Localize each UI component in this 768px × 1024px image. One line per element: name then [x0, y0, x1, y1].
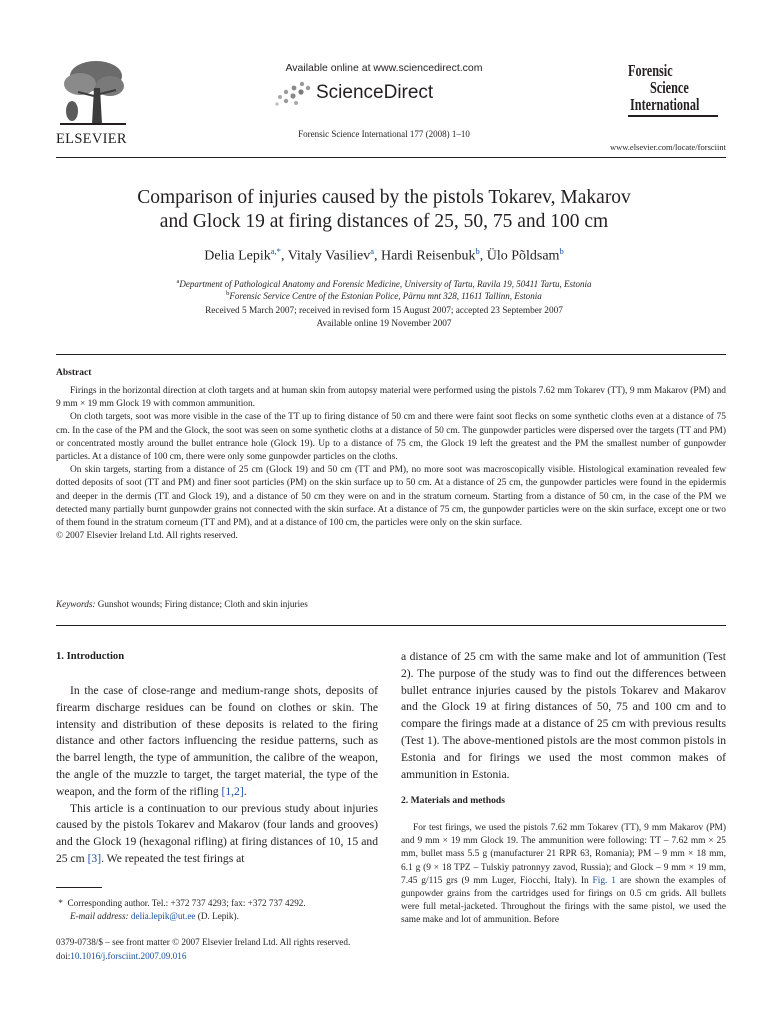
- abstract-copyright: © 2007 Elsevier Ireland Ltd. All rights reserved.: [56, 531, 238, 542]
- doi-line: doi:10.1016/j.forsciint.2007.09.016: [56, 951, 187, 961]
- issn-line: 0379-0738/$ – see front matter © 2007 Elsevier Ireland Ltd. All rights reserved.: [56, 937, 351, 947]
- intro-paragraph: This article is a continuation to our previous study about injuries caused by the pistols Tokarev and Makarov (four lands and grooves) and the Glock 19 (hexagonal rifling) at firing distances of 10, 15 and 25 cm [3]. We repeated the test firings at: [56, 801, 378, 865]
- journal-url[interactable]: www.elsevier.com/locate/forsciint: [609, 142, 726, 152]
- article-history-online: Available online 19 November 2007: [316, 319, 452, 329]
- author-name: Hardi Reisenbuk: [380, 248, 476, 264]
- citation-link[interactable]: [3]: [87, 851, 102, 865]
- journal-logo-line-1: Forensic: [628, 61, 673, 80]
- section-heading-methods: 2. Materials and methods: [401, 795, 505, 806]
- author-name: Vitaly Vasiliev: [287, 248, 371, 264]
- author-affiliation-marker[interactable]: b: [475, 246, 480, 256]
- author-affiliation-marker[interactable]: a: [370, 246, 374, 256]
- publisher-name: ELSEVIER: [56, 131, 127, 147]
- journal-logo-line-2: Science: [650, 78, 689, 97]
- footnote-corresponding: * Corresponding author. Tel.: +372 737 4293; fax: +372 737 4292.: [58, 898, 306, 908]
- doi-link[interactable]: 10.1016/j.forsciint.2007.09.016: [70, 951, 187, 961]
- journal-citation: Forensic Science International 177 (2008) 1–10: [298, 129, 470, 139]
- methods-paragraph: For test firings, we used the pistols 7.62 mm Tokarev (TT), 9 mm Makarov (PM) and 9 mm × 19 mm Glock 19. The ammunition were following: TT – 7.62 mm × 25 mm, bullet mass 5.5 g (manufacturer 21 RPR 63, Romania); PM – 9 mm × 18 mm, 6.1 g (9 × 18 TPZ – Tulskiy patronnyy zavod, Russia); and Glock – 9 mm × 19 mm, 7.45 g/115 grs (9 mm Luger, Fiocchi, Italy). In Fig. 1 are shown the examples of gunpowder grains from the cartridges used for firings on 0.5 cm grids. All bullets were full metal-jacketed. Throughout the firings with the same pistol, we used the same make and lot of ammunition. Before: [401, 823, 726, 926]
- footnote-rule: [56, 887, 102, 888]
- sciencedirect-logo: [272, 80, 492, 110]
- author-separator: ,: [280, 248, 288, 264]
- abstract-body: [56, 385, 726, 543]
- email-link[interactable]: delia.lepik@ut.ee: [130, 911, 196, 921]
- author-list: [40, 246, 728, 265]
- affiliation-marker: b: [226, 290, 230, 297]
- sciencedirect-wordmark: ScienceDirect: [316, 82, 434, 103]
- article-history-received: Received 5 March 2007; received in revised form 15 August 2007; accepted 23 September 2007: [205, 306, 563, 316]
- journal-logo-rule: [628, 115, 718, 117]
- figure-link[interactable]: Fig. 1: [592, 875, 616, 886]
- intro-right-column: [401, 649, 726, 783]
- footnote: [56, 897, 386, 923]
- affiliation-b: [40, 288, 728, 302]
- sciencedirect-dots-icon: [272, 80, 312, 108]
- abstract-paragraph: On skin targets, starting from a distance of 25 cm (Glock 19) and 50 cm (TT and PM), no more soot was macroscopically visible. Histological examination revealed few dotted deposits of soot (TT and PM) and finer soot particles (PM) on the skin surface up to 50 cm. At a distance of 25 cm, the gunpowder particles were found in the epidermis and deeper in the dermis (TT and Glock 19), and a distance of 50 cm they were on and in the stratum corneum. Starting from a distance of 50 cm, in the case of the PM we detected many partially burnt gunpowder grains not connected with the skin surface. At a distance of 75 cm, the gunpowder particles were on the skin surface, except one or two of them found in the stratum corneum (TT and PM), and at a distance of 100 cm, the particles were only on the skin surface.: [56, 465, 726, 529]
- keywords: [56, 599, 726, 609]
- journal-logo-line-3: International: [630, 95, 700, 114]
- abstract-paragraph: On cloth targets, soot was more visible in the case of the TT up to firing distance of 50 cm and there were faint soot flecks on some synthetic cloths even at a distance of 75 cm. In the case of the PM and the Glock, the soot was seen on some synthetic cloths at a distance of 50 cm. The gunpowder particles were dispersed over the targets (TT and PM) or concentrated mostly around the bullet entrance hole (Glock 19). Up to a distance of 75 cm, the Glock 19 left the greatest and the PM the smallest number of gunpowder particles. At a distance of 100 cm, there were only some gunpowder particles on the cloths.: [56, 412, 726, 463]
- section-heading-introduction: 1. Introduction: [56, 651, 125, 662]
- intro-paragraph: In the case of close-range and medium-range shots, deposits of firearm discharge residues can be found on clothes or skin. The intensity and distribution of these deposits is related to the firing distance and other factors influencing the residue patterns, such as the barrel length, the type of ammunition, the calibre of the weapon, the angle of the muzzle to target, the target material, the type of the weapon, and the form of the rifling [1,2].: [56, 684, 378, 798]
- author-name: Delia Lepik: [204, 248, 271, 264]
- methods-column: [401, 822, 726, 928]
- journal-logo: [628, 62, 722, 134]
- affiliation-text: Forensic Service Centre of the Estonian Police, Pärnu mnt 328, 11611 Tallinn, Estonia: [229, 291, 542, 301]
- affiliation-marker: a: [176, 278, 180, 285]
- header-divider: [56, 157, 726, 158]
- footnote-email: E-mail address: delia.lepik@ut.ee (D. Lepik).: [70, 911, 239, 921]
- intro-paragraph-continued: a distance of 25 cm with the same make and lot of ammunition (Test 2). The purpose of the study was to find out the differences between bullet entrance injuries caused by the pistols Tokarev and Makarov and the Glock 19 at firing distances of 50, 75 and 100 cm and to compare the firings made at a distance of 25 cm with previous results (Test 1). The above-mentioned pistols are the most common pistols in Estonia and for firings we used the most common makes of ammunition in Estonia.: [401, 650, 726, 781]
- available-online: Available online at www.sciencedirect.com: [285, 62, 483, 74]
- intro-left-column: [56, 683, 378, 868]
- abstract-paragraph: Firings in the horizontal direction at cloth targets and at human skin from autopsy material were performed using the pistols 7.62 mm Tokarev (TT), 9 mm Makarov (PM) and 9 mm × 19 mm Glock 19 with common ammunition.: [56, 386, 726, 410]
- author-name: Ülo Põldsam: [486, 248, 560, 264]
- keywords-list: Gunshot wounds; Firing distance; Cloth and skin injuries: [97, 599, 308, 609]
- article-title: [40, 186, 728, 234]
- author-affiliation-marker[interactable]: a,*: [270, 246, 281, 256]
- citation-link[interactable]: [1,2]: [221, 784, 244, 798]
- keywords-label: Keywords:: [56, 599, 96, 609]
- abstract-top-rule: [56, 354, 726, 355]
- article-title-line-1: Comparison of injuries caused by the pistols Tokarev, Makarov: [137, 187, 631, 208]
- abstract-bottom-rule: [56, 625, 726, 626]
- author-affiliation-marker[interactable]: b: [559, 246, 564, 256]
- abstract-heading: Abstract: [56, 368, 92, 378]
- author-separator: ,: [479, 248, 487, 264]
- article-history: [40, 305, 728, 331]
- article-title-line-2: and Glock 19 at firing distances of 25, 50, 75 and 100 cm: [159, 211, 609, 232]
- affiliation-text: Department of Pathological Anatomy and Forensic Medicine, University of Tartu, Ravila 19, 50411 Tartu, Estonia: [179, 279, 592, 289]
- page-footer: [56, 935, 396, 963]
- author-separator: ,: [373, 248, 381, 264]
